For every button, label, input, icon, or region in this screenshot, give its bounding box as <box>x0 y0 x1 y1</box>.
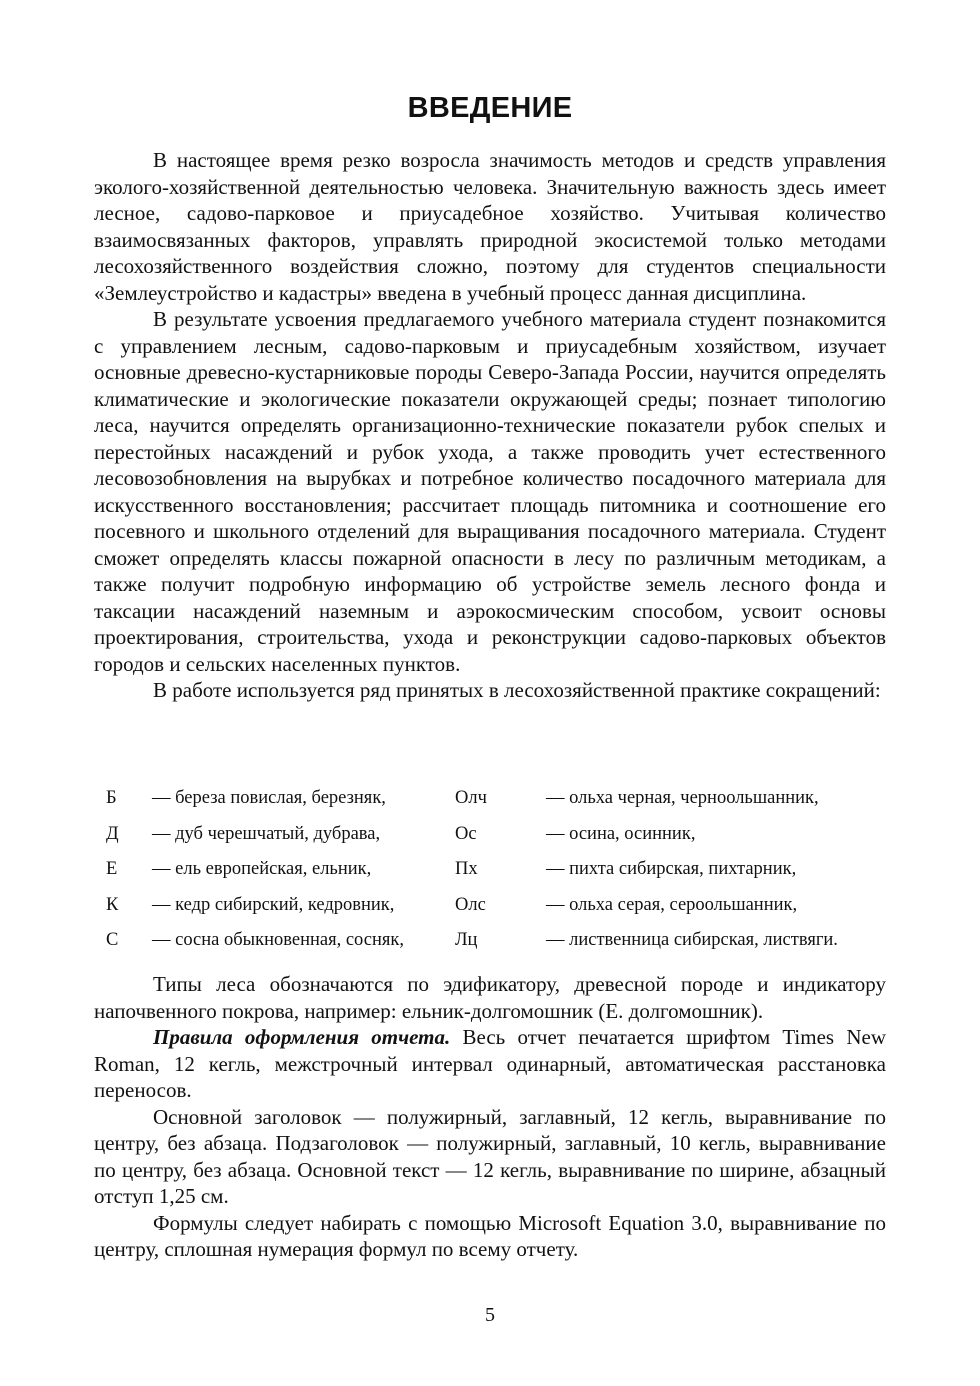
abbr-code: Б <box>106 788 117 808</box>
abbr-code: Пх <box>455 859 478 879</box>
abbr-code: Олч <box>455 788 487 808</box>
abbr-code: Олс <box>455 894 486 915</box>
abbr-code: Е <box>106 859 118 879</box>
abbr-desc: — кедр сибирский, кедровник, <box>152 894 395 915</box>
abbreviation-row <box>94 930 886 966</box>
page-number: 5 <box>485 1304 495 1326</box>
abbr-desc: — ель европейская, ельник, <box>152 859 372 879</box>
paragraph: В результате усвоения предлагаемого учебного материала студент познакомится с управлением лесным, садово-парковым и приусадебным хозяйством, изучает основные древесно-кустарниковые породы Северо-Запада России, научится определять климатические и экологические показатели окружающей среды; познает типологию леса, научится определять организационно-технические показатели рубок спелых и перестойных насаждений и рубок ухода, а также проводить учет естественного лесовозобновления на вырубках и потребное количество посадочного материала для искусственного восстановления; рассчитает площадь питомника и соотношение его посевного и школьного отделений для выращивания посадочного материала. Студент сможет определять классы пожарной опасности в лесу по различным методикам, а также получит подробную информацию об устройстве земель лесного фонда и таксации насаждений наземным и аэрокосмическим способом, усвоит основы проектирования, строительства, ухода и реконструкции садово-парковых объектов городов и сельских населенных пунктов. <box>94 307 886 676</box>
abbreviation-row <box>94 859 886 895</box>
abbr-code: Ос <box>455 823 477 844</box>
paragraph: Типы леса обозначаются по эдификатору, древесной породе и индикатору напочвенного покрова, например: ельник-долгомошник (Е. долгомошник). <box>94 972 886 1023</box>
abbr-desc: — лиственница сибирская, листвяги. <box>546 930 838 950</box>
page-title: ВВЕДЕНИЕ <box>407 92 573 124</box>
paragraph: В работе используется ряд принятых в лесохозяйственной практике сокращений: <box>153 678 881 702</box>
abbreviation-row <box>94 824 886 860</box>
paragraph: Формулы следует набирать с помощью Microsoft Equation 3.0, выравнивание по центру, сплошная нумерация формул по всему отчету. <box>94 1210 886 1261</box>
abbr-code: Д <box>106 823 119 844</box>
paragraph: В настоящее время резко возросла значимость методов и средств управления эколого-хозяйственной деятельностью человека. Значительную важность здесь имеет лесное, садово-парковое и приусадебное хозяйство. Учитывая количество взаимосвязанных факторов, управлять природной экосистемой только методами лесохозяйственного воздействия сложно, поэтому для студентов специальности «Землеустройство и кадастры» введена в учебный процесс данная дисциплина. <box>94 148 886 305</box>
abbr-code: С <box>106 930 119 950</box>
abbr-desc: — осина, осинник, <box>546 823 696 844</box>
abbr-code: К <box>106 894 119 915</box>
abbr-desc: — дуб черешчатый, дубрава, <box>152 823 381 844</box>
abbr-code: Лц <box>455 930 478 950</box>
abbr-desc: — пихта сибирская, пихтарник, <box>546 859 797 879</box>
abbreviation-row <box>94 895 886 931</box>
abbr-desc: — сосна обыкновенная, сосняк, <box>152 930 404 950</box>
abbreviation-table <box>94 788 886 966</box>
paragraph: Основной заголовок — полужирный, заглавный, 12 кегль, выравнивание по центру, без абзаца. Подзаголовок — полужирный, заглавный, 10 кегль, выравнивание по центру, без абзаца. Основной текст — 12 кегль, выравнивание по ширине, абзацный отступ 1,25 см. <box>94 1104 886 1208</box>
rules-paragraph <box>94 1024 886 1104</box>
abbr-desc: — береза повислая, березняк, <box>152 788 386 808</box>
rules-text: Весь отчет печатается шрифтом Times New Roman, 12 кегль, межстрочный интервал одинарный, автоматическая расстановка переносов. <box>94 1025 886 1102</box>
intro-text <box>94 147 886 704</box>
rules-text <box>94 971 886 1263</box>
abbr-desc: — ольха серая, сероольшанник, <box>546 894 798 915</box>
abbreviation-row <box>94 788 886 824</box>
rules-lead: Правила оформления отчета. <box>153 1025 451 1049</box>
abbr-desc: — ольха черная, черноольшанник, <box>546 788 819 808</box>
